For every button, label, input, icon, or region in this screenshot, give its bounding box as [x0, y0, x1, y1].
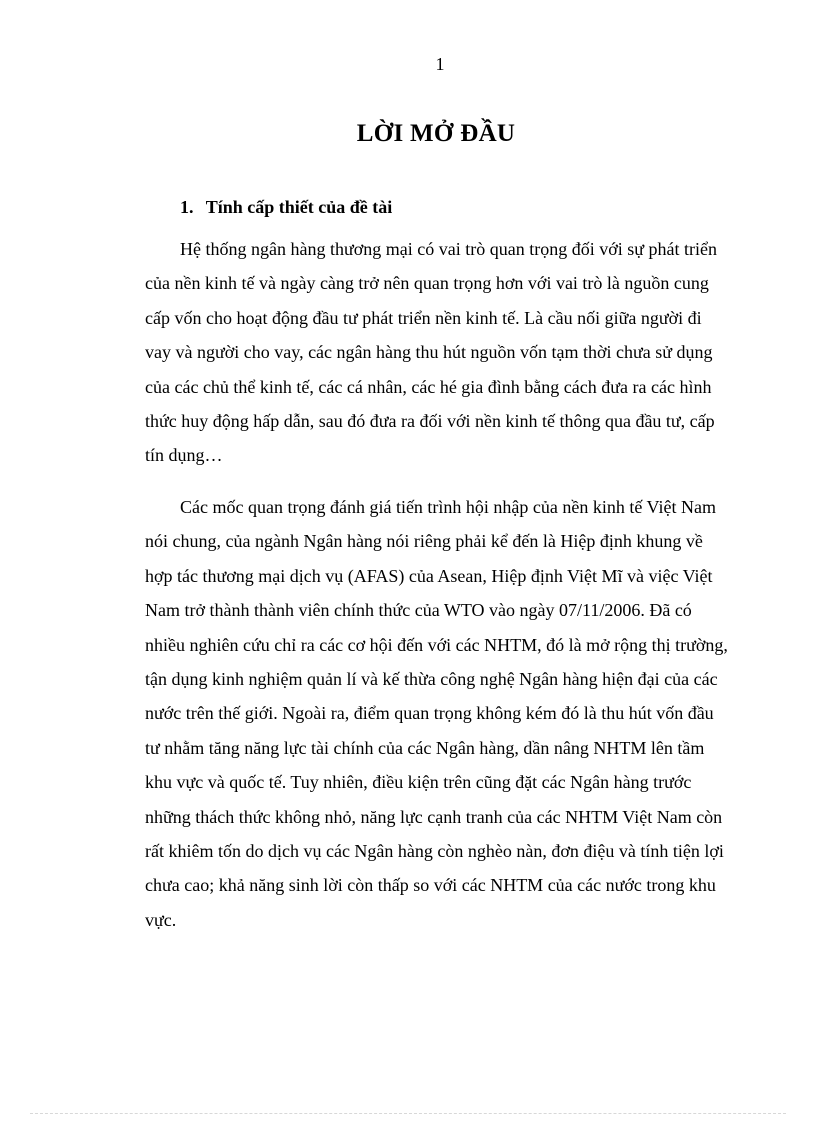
paragraph-line: tín dụng…	[145, 445, 223, 466]
paragraph-line: rất khiêm tốn do dịch vụ các Ngân hàng còn nghèo nàn, đơn điệu và tính tiện lợi	[145, 841, 724, 862]
paragraph-line: hợp tác thương mại dịch vụ (AFAS) của Asean, Hiệp định Việt Mĩ và việc Việt	[145, 565, 713, 586]
page-number: 1	[435, 54, 445, 74]
paragraph-line: khu vực và quốc tế. Tuy nhiên, điều kiện trên cũng đặt các Ngân hàng trước	[145, 772, 692, 793]
paragraph-line: của các chủ thể kinh tế, các cá nhân, các hé gia đình bằng cách đưa ra các hình	[145, 376, 712, 397]
paragraph-line: vực.	[145, 909, 177, 930]
paragraph-line: cấp vốn cho hoạt động đầu tư phát triển nền kinh tế. Là cầu nối giữa người đi	[145, 307, 702, 328]
paragraph-line: nước trên thế giới. Ngoài ra, điểm quan trọng không kém đó là thu hút vốn đầu	[145, 703, 714, 724]
page-bottom-divider	[30, 1113, 786, 1114]
paragraph-1	[145, 232, 740, 473]
paragraph-line: nhiều nghiên cứu chỉ ra các cơ hội đến với các NHTM, đó là mở rộng thị trường,	[145, 634, 728, 655]
paragraph-line: nói chung, của ngành Ngân hàng nói riêng phải kể đến là Hiệp định khung về	[145, 531, 703, 552]
paragraph-line: tận dụng kinh nghiệm quản lí và kế thừa công nghệ Ngân hàng hiện đại của các	[145, 669, 718, 690]
paragraph-line: Nam trở thành thành viên chính thức của WTO vào ngày 07/11/2006. Đã có	[145, 600, 692, 621]
paragraph-line: của nền kinh tế và ngày càng trở nên quan trọng hơn với vai trò là nguồn cung	[145, 273, 709, 294]
paragraph-line: Các mốc quan trọng đánh giá tiến trình hội nhập của nền kinh tế Việt Nam	[180, 497, 716, 517]
paragraph-line: những thách thức không nhỏ, năng lực cạnh tranh của các NHTM Việt Nam còn	[145, 806, 723, 827]
paragraph-line: vay và người cho vay, các ngân hàng thu hút nguồn vốn tạm thời chưa sử dụng	[145, 342, 713, 363]
section-heading	[180, 197, 392, 218]
paragraph-line: thức huy động hấp dẫn, sau đó đưa ra đối với nền kinh tế thông qua đầu tư, cấp	[145, 411, 715, 432]
section-number: 1.	[180, 197, 194, 217]
paragraph-line: tư nhằm tăng năng lực tài chính của các Ngân hàng, dần nâng NHTM lên tầm	[145, 737, 705, 758]
section-heading-text: Tính cấp thiết của đề tài	[205, 197, 393, 217]
paragraph-line: chưa cao; khả năng sinh lời còn thấp so với các NHTM của các nước trong khu	[145, 875, 716, 896]
paragraph-2	[145, 490, 740, 937]
page-title: LỜI MỞ ĐẦU	[356, 120, 516, 147]
paragraph-line: Hệ thống ngân hàng thương mại có vai trò quan trọng đối với sự phát triển	[180, 239, 717, 259]
